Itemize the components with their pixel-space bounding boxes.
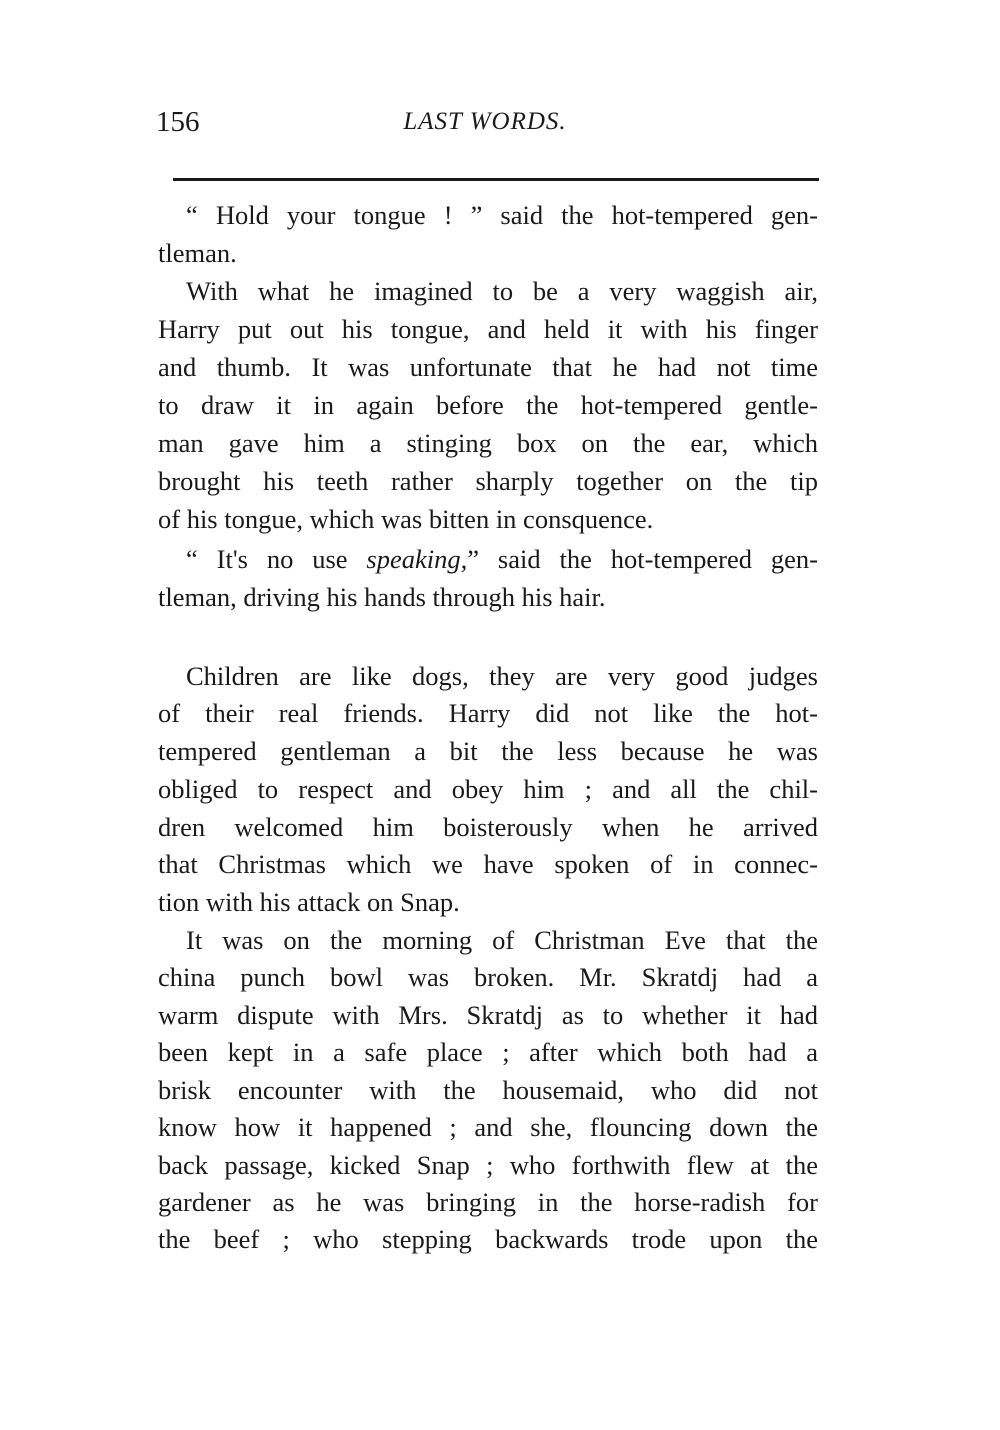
text-line: It was on the morning of Christman Eve that the: [186, 925, 818, 955]
italic-word: speaking,: [366, 544, 468, 574]
text-line: tion with his attack on Snap.: [158, 887, 460, 917]
text-line: warm dispute with Mrs. Skratdj as to whether it had: [158, 1000, 818, 1030]
text-line: been kept in a safe place ; after which both had a: [158, 1037, 818, 1067]
text-line: tleman, driving his hands through his hair.: [158, 582, 606, 612]
text-line: of their real friends. Harry did not like the hot-: [158, 698, 818, 728]
text-line: know how it happened ; and she, flouncing down the: [158, 1112, 818, 1142]
text-line: With what he imagined to be a very waggish air,: [186, 276, 818, 306]
page-number: 156: [156, 106, 200, 138]
text-line: and thumb. It was unfortunate that he had not time: [158, 352, 818, 382]
text-line: brought his teeth rather sharply together on the tip: [158, 466, 818, 496]
header-rule: [173, 178, 819, 181]
text-line: that Christmas which we have spoken of in connec-: [158, 849, 818, 879]
text-line: dren welcomed him boisterously when he arrived: [158, 812, 818, 842]
text-line: obliged to respect and obey him ; and all the chil-: [158, 774, 818, 804]
text-line: man gave him a stinging box on the ear, which: [158, 428, 818, 458]
text-line: Children are like dogs, they are very good judges: [186, 661, 818, 691]
text-line: of his tongue, which was bitten in consquence.: [158, 504, 654, 534]
text-line: tempered gentleman a bit the less because he was: [158, 736, 818, 766]
text-line: china punch bowl was broken. Mr. Skratdj had a: [158, 962, 818, 992]
text-line: Harry put out his tongue, and held it with his finger: [158, 314, 818, 344]
running-title: LAST WORDS.: [403, 108, 567, 135]
text-line: brisk encounter with the housemaid, who did not: [158, 1075, 818, 1105]
text-line: the beef ; who stepping backwards trode upon the: [158, 1224, 818, 1254]
text-line: gardener as he was bringing in the horse-radish for: [158, 1187, 818, 1217]
text-line: [186, 544, 818, 574]
text-line: back passage, kicked Snap ; who forthwith flew at the: [158, 1150, 818, 1180]
text-line: to draw it in again before the hot-tempered gentle-: [158, 390, 818, 420]
text-span: ” said the hot-tempered gen-: [467, 544, 818, 574]
text-line: “ Hold your tongue ! ” said the hot-tempered gen-: [186, 200, 818, 230]
text-line: tleman.: [158, 238, 237, 268]
text-span: “ It's no use: [186, 544, 367, 574]
